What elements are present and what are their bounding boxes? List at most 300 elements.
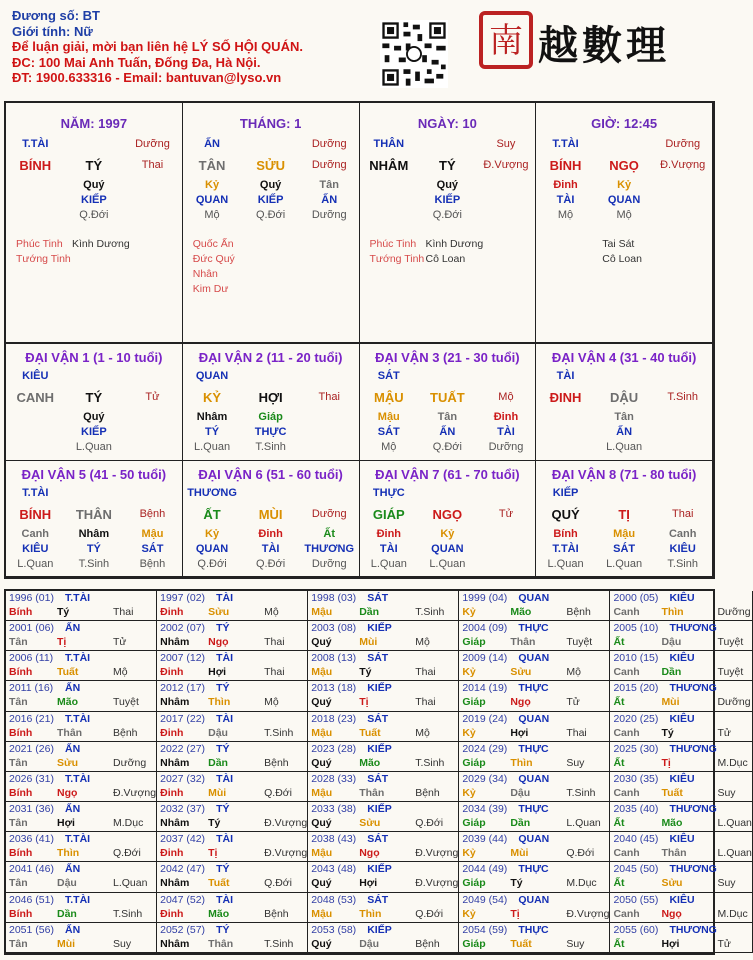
year-cell: [459, 832, 610, 862]
hidden-life-stage: Dưỡng: [488, 441, 524, 453]
hidden-life-stage: Mộ: [381, 441, 397, 453]
year-label: 2037 (42): [160, 833, 206, 846]
year-life-stage: Dưỡng: [113, 756, 147, 769]
heavenly-stem: ẤT: [203, 506, 221, 522]
year-life-stage: Đ.Vượng: [264, 847, 308, 860]
year-ten-god: KIÊU: [669, 712, 695, 725]
year-ten-god: THƯƠNG: [669, 622, 717, 635]
hidden-stem: [6, 410, 65, 425]
ten-god-label: T.TÀI: [552, 138, 579, 150]
heavenly-stem: MẬU: [373, 390, 404, 405]
year-branch: Hợi: [208, 666, 227, 679]
stem-branch-row: [360, 158, 536, 173]
year-cell: [157, 772, 308, 802]
year-stem: Quý: [311, 937, 332, 950]
year-ten-god: QUAN: [518, 592, 550, 604]
year-ten-god: TÀI: [216, 652, 234, 665]
stem-branch-row: [6, 390, 182, 405]
ten-god-row: [536, 369, 712, 384]
year-label: 2053 (58): [311, 923, 357, 936]
dai-van-cell: [360, 344, 537, 461]
year-branch: Dậu: [359, 937, 380, 950]
year-stem: Tân: [9, 877, 28, 890]
hidden-stage-row: [536, 557, 712, 572]
cell-title: ĐẠI VẬN 3 (21 - 30 tuổi): [375, 350, 520, 365]
year-label: 2032 (37): [160, 803, 206, 816]
year-stem: Ất: [613, 937, 625, 950]
year-life-stage: Thai: [264, 666, 285, 679]
year-life-stage: Thai: [415, 666, 436, 679]
seal-stamp-icon: [478, 10, 534, 70]
year-life-stage: Mộ: [415, 636, 430, 649]
year-stem: Mậu: [311, 666, 333, 679]
year-stem: Nhâm: [160, 817, 190, 830]
year-ten-god: TÝ: [216, 682, 230, 695]
year-stem: Ất: [613, 696, 625, 709]
hidden-life-stage: [477, 208, 536, 223]
year-branch: Tý: [661, 726, 674, 739]
year-branch: Sửu: [208, 606, 230, 618]
ten-god-label: T.TÀI: [22, 486, 49, 499]
pillar-cell: [6, 103, 183, 342]
year-label: 2026 (31): [9, 772, 54, 785]
hidden-life-stage: [536, 440, 595, 455]
year-cell: [308, 862, 459, 892]
year-branch: Ngọ: [510, 696, 531, 709]
ten-god-label: [595, 486, 654, 501]
cell-title: ĐẠI VẬN 7 (61 - 70 tuổi): [375, 466, 520, 482]
hidden-life-stage: [653, 208, 712, 223]
earthly-branch: HỢI: [258, 390, 283, 405]
year-ten-god: QUAN: [518, 893, 550, 906]
hidden-stem: Mậu: [613, 527, 636, 540]
year-life-stage: Đ.Vượng: [113, 786, 157, 799]
hidden-life-stage: [6, 440, 65, 455]
heavenly-stem: GIÁP: [372, 506, 405, 522]
year-ten-god: THỰC: [518, 863, 549, 876]
ten-god-label: [653, 369, 712, 384]
ten-god-row: [360, 137, 536, 152]
auxiliary-stars: [536, 237, 712, 267]
year-branch: Hợi: [661, 937, 680, 950]
hidden-stem: [653, 178, 712, 193]
pillar-cell: [360, 103, 537, 342]
year-cell: [308, 893, 459, 923]
hidden-stem: Kỷ: [440, 527, 455, 540]
star-name: Kim Dư: [192, 283, 229, 295]
year-label: 1998 (03): [311, 592, 357, 604]
ten-god-row: [6, 137, 182, 152]
year-ten-god: KIẾP: [367, 803, 392, 816]
hidden-life-stage: L.Quan: [547, 557, 584, 570]
year-life-stage: Tử: [566, 696, 580, 709]
year-branch: Sửu: [661, 877, 683, 890]
hidden-life-stage: Q.Đới: [197, 557, 227, 570]
year-cell: [6, 893, 157, 923]
year-label: 2055 (60): [613, 923, 659, 936]
star-name: [546, 237, 602, 252]
hidden-stage-row: [183, 440, 359, 455]
year-life-stage: Đ.Vượng: [264, 817, 308, 830]
year-life-stage: Q.Đới: [264, 877, 292, 890]
year-life-stage: M.Dục: [717, 907, 748, 920]
year-ten-god: SÁT: [367, 652, 389, 665]
hidden-stem: Tân: [319, 179, 339, 191]
year-branch: Thìn: [661, 606, 684, 618]
earthly-branch: TÝ: [85, 158, 103, 173]
year-label: 2045 (50): [613, 863, 659, 876]
year-cell: [610, 621, 752, 651]
year-label: 2039 (44): [462, 833, 508, 846]
heavenly-stem: BÍNH: [19, 158, 52, 173]
ten-god-row: [536, 137, 712, 152]
year-life-stage: Bệnh: [566, 606, 591, 618]
year-ten-god: KIẾP: [367, 863, 392, 876]
year-stem: Mậu: [311, 786, 333, 799]
life-stage: Đ.Vượng: [483, 159, 529, 171]
year-ten-god: QUAN: [518, 712, 550, 725]
cell-title: ĐẠI VẬN 4 (31 - 40 tuổi): [551, 350, 697, 365]
hidden-god-row: [6, 425, 182, 440]
cell-title: GIỜ: 12:45: [591, 116, 658, 131]
year-stem: Kỷ: [462, 666, 476, 679]
year-cell: [610, 802, 752, 832]
year-label: 2017 (22): [160, 712, 206, 725]
year-label: 2016 (21): [9, 712, 54, 725]
year-label: 2054 (59): [462, 923, 508, 936]
year-stem: Bính: [9, 726, 33, 739]
year-branch: Tị: [359, 696, 369, 709]
year-cell: [6, 681, 157, 711]
hidden-ten-god: T.TÀI: [552, 542, 579, 555]
year-branch: Thân: [208, 937, 234, 950]
hidden-god-row: [360, 542, 536, 557]
year-stem: Giáp: [462, 937, 486, 950]
year-stem: Canh: [613, 847, 640, 860]
cell-title: THÁNG: 1: [239, 116, 302, 131]
year-branch: Dần: [661, 666, 682, 679]
hidden-stem: [653, 410, 712, 425]
star-row: [546, 252, 712, 267]
year-label: 2022 (27): [160, 742, 206, 755]
year-stem: Giáp: [462, 636, 486, 649]
ten-god-label: THÂN: [373, 138, 405, 150]
year-cell: [610, 923, 752, 953]
hidden-stage-row: [536, 440, 712, 455]
hidden-life-stage: L.Quan: [193, 441, 231, 453]
year-life-stage: Bệnh: [415, 786, 440, 799]
svg-text:南: 南: [489, 21, 523, 61]
hidden-ten-god: KIẾP: [257, 194, 284, 206]
hidden-stem: Quý: [83, 179, 105, 191]
owner-gender: Giới tính: Nữ: [12, 23, 93, 39]
year-ten-god: TÝ: [216, 742, 230, 755]
year-cell: [6, 772, 157, 802]
year-life-stage: Tử: [717, 726, 731, 739]
hidden-ten-god: QUAN: [195, 542, 229, 555]
year-cell: [610, 893, 752, 923]
earthly-branch: TUẤT: [430, 390, 465, 405]
ten-god-row: [536, 486, 712, 501]
year-cell: [6, 591, 157, 621]
year-stem: Đinh: [160, 907, 184, 920]
year-ten-god: THỰC: [518, 622, 549, 635]
hidden-ten-god: TÀI: [497, 426, 515, 438]
year-cell: [610, 832, 752, 862]
life-stage: Tử: [498, 507, 513, 520]
hidden-life-stage: Q.Đới: [256, 209, 286, 221]
ten-god-label: [65, 486, 124, 501]
year-life-stage: Suy: [113, 937, 132, 950]
star-row: [546, 237, 712, 252]
year-cell: [157, 862, 308, 892]
year-label: 2024 (29): [462, 742, 508, 755]
year-ten-god: THỰC: [518, 682, 549, 695]
hidden-life-stage: L.Quan: [370, 557, 407, 570]
year-life-stage: Tuyệt: [717, 636, 744, 649]
hidden-god-row: [360, 425, 536, 440]
hidden-stem-row: [6, 178, 182, 193]
ten-god-label: SÁT: [377, 370, 400, 382]
year-label: 2013 (18): [311, 682, 357, 695]
year-label: 2042 (47): [160, 863, 206, 876]
year-branch: Mão: [208, 907, 230, 920]
year-stem: Giáp: [462, 817, 486, 830]
star-row: [370, 252, 536, 267]
hidden-god-row: [6, 542, 182, 557]
year-cell: [459, 591, 610, 621]
year-ten-god: KIÊU: [669, 772, 695, 785]
ten-god-label: [65, 137, 124, 152]
ten-god-label: [65, 369, 124, 384]
hidden-ten-god: KIẾP: [81, 426, 107, 438]
year-stem: Nhâm: [160, 636, 190, 649]
hidden-stage-row: [360, 208, 536, 223]
hidden-ten-god: [360, 193, 419, 208]
year-label: 2001 (06): [9, 622, 54, 635]
hidden-ten-god: QUAN: [431, 542, 464, 555]
ten-god-label: [477, 486, 536, 501]
hidden-life-stage: Q.Đới: [79, 209, 109, 221]
hidden-stem: Đinh: [258, 527, 283, 540]
year-cell: [6, 651, 157, 681]
year-ten-god: THƯƠNG: [669, 742, 717, 755]
dai-van-cell: [6, 461, 183, 578]
year-ten-god: KIẾP: [367, 682, 392, 695]
auxiliary-stars: [6, 237, 182, 267]
year-ten-god: ẤN: [65, 803, 81, 816]
hidden-stem-row: [360, 178, 536, 193]
hidden-stage-row: [183, 208, 359, 223]
year-branch: Tuất: [359, 726, 381, 739]
hidden-god-row: [183, 425, 359, 440]
dai-van-table: [4, 344, 715, 579]
year-cell: [6, 742, 157, 772]
hidden-life-stage: L.Quan: [606, 557, 643, 570]
hidden-ten-god: [300, 425, 359, 440]
year-stem: Giáp: [462, 877, 486, 890]
year-cell: [157, 591, 308, 621]
heavenly-stem: ĐINH: [549, 390, 582, 405]
ten-god-row: [360, 486, 536, 501]
year-cell: [157, 802, 308, 832]
star-name: Kình Dương: [425, 238, 484, 250]
chart-header: [12, 8, 303, 86]
year-ten-god: TÝ: [216, 863, 230, 876]
year-branch: Thân: [359, 786, 385, 799]
year-ten-god: ẤN: [65, 923, 81, 936]
year-ten-god: QUAN: [518, 833, 550, 846]
year-ten-god: T.TÀI: [65, 893, 91, 906]
year-ten-god: T.TÀI: [65, 712, 91, 725]
year-life-stage: Q.Đới: [566, 847, 595, 860]
year-ten-god: KIÊU: [669, 833, 695, 846]
year-stem: Canh: [613, 606, 640, 618]
hidden-stem: Mậu: [377, 411, 400, 423]
heavenly-stem: KỶ: [203, 390, 222, 405]
year-ten-god: THƯƠNG: [669, 923, 717, 936]
cell-title: NĂM: 1997: [60, 116, 128, 131]
ten-god-label: [300, 486, 359, 501]
hidden-stem: [300, 410, 359, 425]
hidden-stem-row: [536, 178, 712, 193]
year-stem: Quý: [311, 877, 332, 890]
year-stem: Giáp: [462, 756, 486, 769]
year-life-stage: Bệnh: [264, 907, 289, 920]
life-stage: Tử: [145, 391, 160, 403]
star-row: [193, 282, 359, 297]
year-life-stage: Mộ: [566, 666, 581, 679]
year-ten-god: SÁT: [367, 712, 389, 725]
year-stem: Kỷ: [462, 726, 476, 739]
year-ten-god: ẤN: [65, 863, 81, 876]
year-label: 2005 (10): [613, 622, 659, 635]
hidden-stem: Canh: [668, 527, 697, 540]
year-cell: [6, 802, 157, 832]
year-branch: Dần: [57, 907, 77, 920]
year-ten-god: THƯƠNG: [669, 682, 717, 695]
year-stem: Tân: [9, 817, 28, 830]
year-life-stage: T.Sinh: [566, 786, 596, 799]
year-branch: Tị: [57, 636, 67, 649]
dai-van-cell: [536, 461, 713, 578]
year-branch: Hợi: [510, 726, 529, 739]
hidden-ten-god: [123, 425, 182, 440]
year-label: 2048 (53): [311, 893, 357, 906]
hidden-stem: Tân: [614, 411, 634, 423]
year-life-stage: Suy: [717, 877, 736, 890]
four-pillars-table: [4, 101, 715, 344]
hidden-life-stage: Dưỡng: [311, 557, 347, 570]
life-stage: Thai: [671, 507, 694, 520]
hidden-stem-row: [360, 527, 536, 542]
year-life-stage: Thai: [264, 636, 285, 649]
hidden-stem: Kỷ: [617, 179, 632, 191]
hidden-life-stage: L.Quan: [429, 557, 466, 570]
year-stem: Canh: [613, 786, 640, 799]
year-branch: Dậu: [57, 877, 77, 890]
year-branch: Tý: [359, 666, 372, 679]
year-stem: Ất: [613, 636, 625, 649]
year-ten-god: THƯƠNG: [669, 803, 717, 816]
ten-god-label: Dưỡng: [665, 138, 701, 150]
year-cell: [308, 802, 459, 832]
year-ten-god: T.TÀI: [65, 833, 91, 846]
year-life-stage: Tử: [717, 937, 731, 950]
year-ten-god: T.TÀI: [65, 652, 91, 665]
year-branch: Sửu: [510, 666, 532, 679]
year-stem: Nhâm: [160, 696, 190, 709]
hidden-stem-row: [183, 527, 359, 542]
year-cell: [459, 862, 610, 892]
year-branch: Ngọ: [359, 847, 380, 860]
hidden-ten-god: TÀI: [261, 542, 280, 555]
year-life-stage: Dưỡng: [717, 606, 751, 618]
hidden-stem: [123, 410, 182, 425]
star-name: [546, 252, 602, 267]
year-stem: Bính: [9, 907, 33, 920]
year-life-stage: Thai: [415, 696, 436, 709]
ten-god-row: [183, 137, 359, 152]
hidden-stem: Bính: [553, 527, 578, 540]
hidden-stage-row: [6, 208, 182, 223]
year-stem: Giáp: [462, 696, 486, 709]
year-cell: [308, 832, 459, 862]
year-ten-god: THỰC: [518, 803, 549, 816]
hidden-life-stage: Mộ: [557, 209, 574, 221]
pillar-cell: [183, 103, 360, 342]
hidden-ten-god: [536, 425, 595, 440]
year-label: 2040 (45): [613, 833, 659, 846]
year-label: 2034 (39): [462, 803, 508, 816]
year-ten-god: TÀI: [216, 592, 234, 604]
star-name: Cô Loan: [425, 253, 466, 265]
life-stage: Bệnh: [139, 507, 166, 520]
star-name: Tướng Tinh: [16, 253, 71, 265]
brand-calligraphy: 越數理: [538, 22, 670, 69]
yearly-luck-table: [4, 589, 752, 955]
hidden-stem-row: [360, 410, 536, 425]
year-label: 2031 (36): [9, 803, 54, 816]
hidden-stem: Đinh: [376, 527, 402, 540]
star-row: [193, 252, 359, 282]
year-life-stage: Đ.Vượng: [415, 877, 459, 890]
year-label: 2029 (34): [462, 772, 508, 785]
year-stem: Tân: [9, 937, 28, 950]
year-branch: Sửu: [359, 817, 381, 830]
year-label: 1996 (01): [9, 592, 54, 604]
year-branch: Thìn: [208, 696, 231, 709]
year-branch: Ngọ: [208, 636, 229, 649]
hidden-stem: Quý: [259, 179, 282, 191]
year-label: 2052 (57): [160, 923, 206, 936]
year-life-stage: L.Quan: [717, 817, 752, 830]
earthly-branch: THÂN: [75, 506, 112, 522]
hidden-stem: Kỷ: [205, 527, 220, 540]
year-cell: [157, 621, 308, 651]
hidden-ten-god: KIẾP: [434, 194, 461, 206]
auxiliary-stars: [183, 237, 359, 297]
year-stem: Bính: [9, 666, 33, 679]
year-life-stage: M.Dục: [566, 877, 597, 890]
year-stem: Kỷ: [462, 907, 476, 920]
year-label: 2021 (26): [9, 742, 54, 755]
year-cell: [610, 591, 752, 621]
year-ten-god: TÀI: [216, 893, 234, 906]
ten-god-row: [6, 369, 182, 384]
year-life-stage: L.Quan: [717, 847, 752, 860]
hidden-life-stage: [123, 208, 182, 223]
